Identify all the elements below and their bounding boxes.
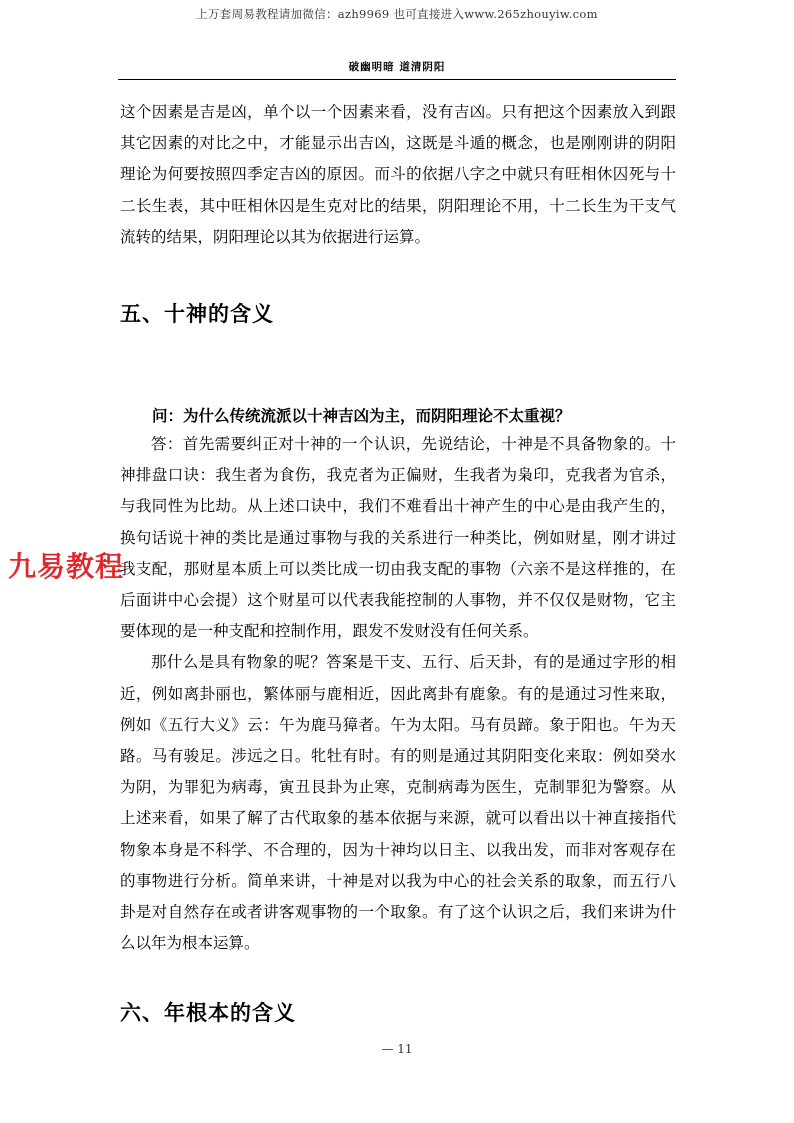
section-6-heading: 六、年根本的含义 [120, 1001, 296, 1025]
intro-paragraph: 这个因素是吉是凶，单个以一个因素来看，没有吉凶。只有把这个因素放入到跟其它因素的对比之中，才能显示出吉凶，这既是斗遁的概念，也是刚刚讲的阴阳理论为何要按照四季定吉凶的原因。而斗的依据八字之中就只有旺相休囚死与十二长生表，其中旺相休囚是生克对比的结果，阴阳理论不用，十二长生为干支气流转的结果，阴阳理论以其为依据进行运算。 [120, 103, 676, 246]
running-header: 破幽明暗 道清阴阳 [348, 61, 446, 73]
header-rule [118, 79, 676, 80]
intro-block [120, 97, 676, 253]
question-text: 问：为什么传统流派以十神吉凶为主，而阴阳理论不太重视？ [152, 407, 571, 425]
watermark-logo: 九易教程 [8, 550, 125, 583]
page-number: — 11 [381, 1042, 413, 1056]
section-5-heading: 五、十神的含义 [120, 302, 274, 326]
object-image-paragraph: 那什么是具有物象的呢？答案是干支、五行、后天卦，有的是通过字形的相近，例如离卦丽也，繁体丽与鹿相近，因此离卦有鹿象。有的是通过习性来取，例如《五行大义》云：午为鹿马獐者。午为太阳。马有员蹄。象于阳也。午为天路。马有骏足。涉远之日。牝牡有时。有的则是通过其阴阳变化来取：例如癸水为阴，为罪犯为病毒，寅丑艮卦为止寒，克制病毒为医生，克制罪犯为警察。从上述来看，如果了解了古代取象的基本依据与来源，就可以看出以十神直接指代物象本身是不科学、不合理的，因为十神均以日主、以我出发，而非对客观存在的事物进行分析。简单来讲，十神是对以我为中心的社会关系的取象，而五行八卦是对自然存在或者讲客观事物的一个取象。有了这个认识之后，我们来讲为什么以年为根本运算。 [120, 653, 676, 953]
top-notice: 上万套周易教程请加微信：azh9969 也可直接进入www.265zhouyiw.com [196, 7, 598, 21]
section-5-body [120, 429, 676, 959]
answer-paragraph: 答：首先需要纠正对十神的一个认识，先说结论，十神是不具备物象的。十神排盘口诀：我生者为食伤，我克者为正偏财，生我者为枭印，克我者为官杀，与我同性为比劫。从上述口诀中，我们不难看出十神产生的中心是由我产生的，换句话说十神的类比是通过事物与我的关系进行一种类比，例如财星，刚才讲过我支配，那财星本质上可以类比成一切由我支配的事物（六亲不是这样推的，在后面讲中心会提）这个财星可以代表我能控制的人事物，并不仅仅是财物，它主要体现的是一种支配和控制作用，跟发不发财没有任何关系。 [120, 435, 676, 641]
